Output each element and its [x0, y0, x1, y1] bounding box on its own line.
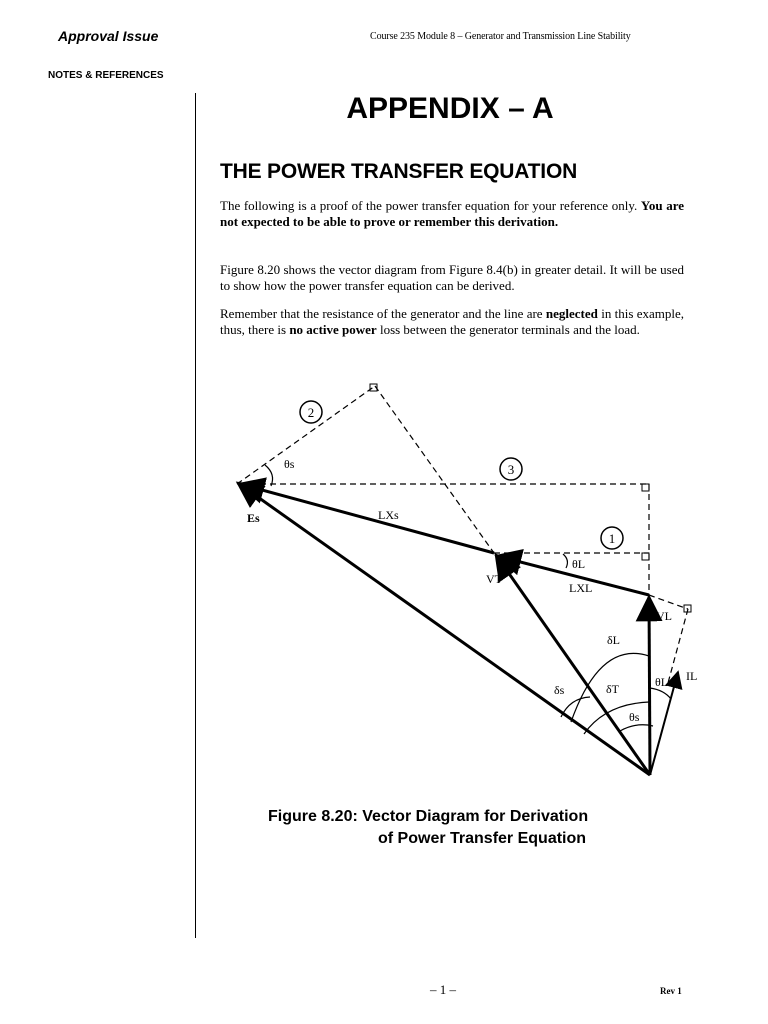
header-approval-issue: Approval Issue	[58, 28, 159, 44]
vector-lxs	[240, 484, 494, 553]
p3-part-e: loss between the generator terminals and the load.	[376, 321, 640, 337]
caption-line-1: Figure 8.20: Vector Diagram for Derivation	[268, 808, 589, 825]
label-theta-s-bot: θs	[629, 710, 640, 724]
caption-line-2: of Power Transfer Equation	[378, 830, 587, 847]
label-lxs: LXs	[378, 508, 399, 522]
vectors	[238, 483, 650, 775]
svg-text:1: 1	[608, 531, 616, 546]
marker-1	[601, 527, 623, 549]
paragraph-intro-bold: You are not expected to be able to prove or remember this derivation.	[220, 198, 685, 229]
label-il: IL	[686, 669, 698, 683]
marker-3	[500, 458, 522, 480]
vector-es	[238, 483, 650, 775]
section-title: THE POWER TRANSFER EQUATION	[220, 160, 578, 183]
svg-text:2: 2	[307, 405, 315, 420]
svg-text:3: 3	[507, 462, 515, 477]
label-es: Es	[247, 511, 260, 525]
p3-part-c: in this example, thus, there is	[220, 306, 685, 337]
label-vt: VT	[486, 572, 502, 586]
p3-part-b: neglected	[545, 306, 598, 321]
label-delta-l: δL	[607, 633, 620, 647]
vector-vl	[649, 597, 650, 775]
p3-part-d: no active power	[289, 321, 377, 337]
label-lxl: LXL	[569, 581, 593, 595]
page-number: – 1 –	[430, 982, 456, 997]
page-title: APPENDIX – A	[346, 92, 554, 125]
marker-2	[300, 401, 322, 423]
p3-part-a: Remember that the resistance of the generator and the line are	[220, 306, 546, 321]
paragraph-figure-ref: Figure 8.20 shows the vector diagram from Figure 8.4(b) in greater detail. It will be used to show how the power transfer equation can be derived.	[220, 262, 684, 293]
label-delta-s: δs	[554, 683, 565, 697]
label-vl: VL	[656, 609, 672, 623]
label-delta-t: δT	[606, 682, 619, 696]
label-theta-l-bot: θL	[655, 675, 669, 689]
figure-caption	[268, 806, 588, 850]
header-course-title: Course 235 Module 8 – Generator and Transmission Line Stability	[370, 31, 631, 42]
revision-label: Rev 1	[660, 986, 682, 996]
label-theta-s-top: θs	[284, 457, 295, 471]
margin-heading: NOTES & REFERENCES	[48, 70, 164, 81]
label-theta-l-mid: θL	[572, 557, 586, 571]
paragraph-intro-text: The following is a proof of the power transfer equation for your reference only.	[220, 198, 641, 213]
right-angle-marks	[370, 384, 691, 612]
